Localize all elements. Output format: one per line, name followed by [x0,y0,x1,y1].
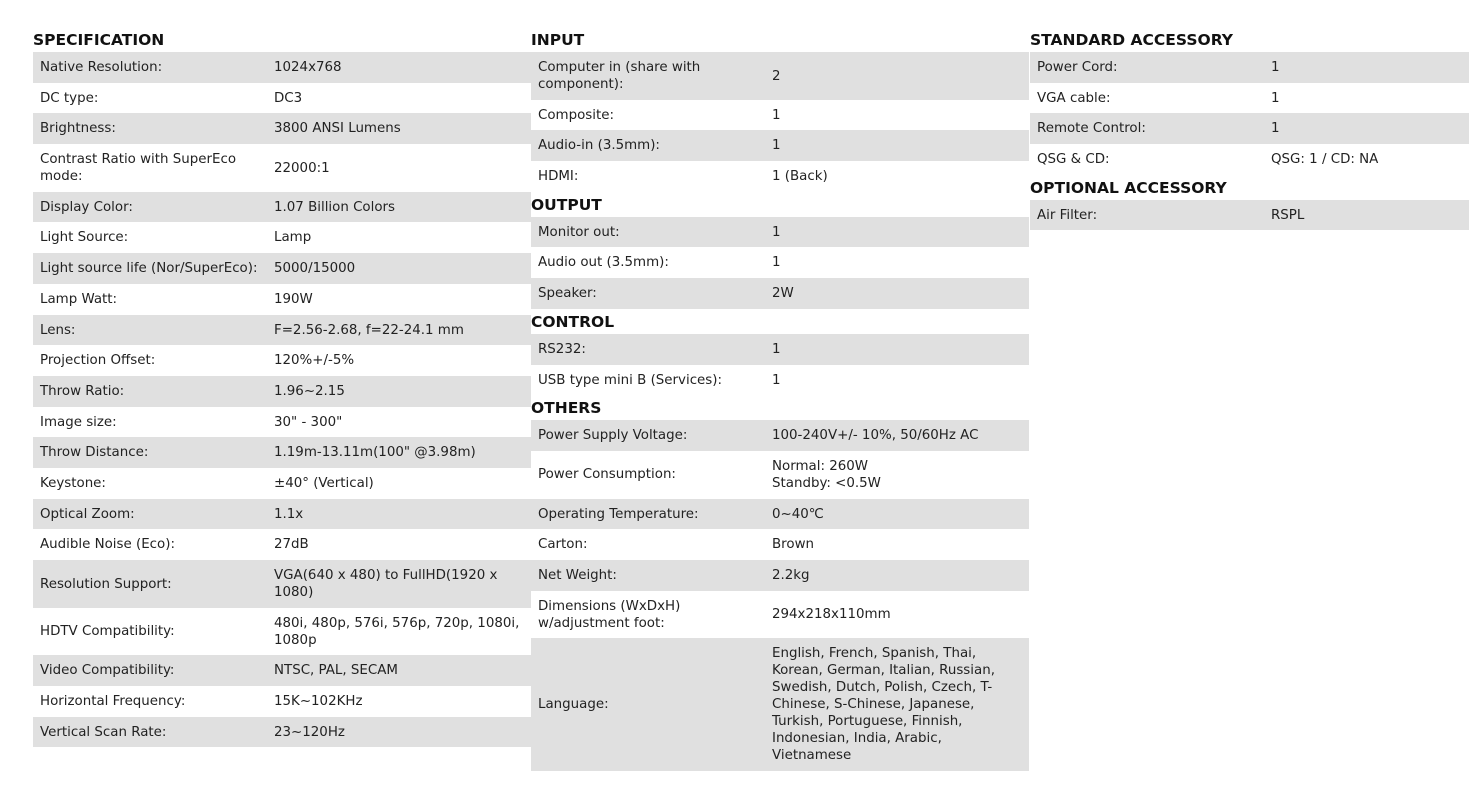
spec-label: Display Color: [33,192,267,223]
spec-row [33,284,531,315]
spec-label: Brightness: [33,113,267,144]
spec-label: Air Filter: [1030,200,1264,231]
spec-value: 3800 ANSI Lumens [267,113,531,144]
spec-table [531,52,1029,192]
spec-value: 2.2kg [765,560,1029,591]
spec-table [531,217,1029,309]
spec-value: 100-240V+/- 10%, 50/60Hz AC [765,420,1029,451]
spec-label: Audio out (3.5mm): [531,247,765,278]
spec-table [1030,200,1469,231]
spec-row [1030,83,1469,114]
spec-row [33,655,531,686]
spec-value: 1 [1264,52,1469,83]
spec-row [531,130,1029,161]
spec-value: 190W [267,284,531,315]
section-optional-accessory [1030,175,1469,231]
spec-value: Lamp [267,222,531,253]
spec-row [1030,52,1469,83]
spec-label: Contrast Ratio with SuperEco mode: [33,144,267,192]
spec-value: QSG: 1 / CD: NA [1264,144,1469,175]
spec-row [33,222,531,253]
spec-row [33,144,531,192]
spec-row [1030,113,1469,144]
spec-label: Video Compatibility: [33,655,267,686]
spec-label: Computer in (share with component): [531,52,765,100]
spec-label: Speaker: [531,278,765,309]
spec-label: Projection Offset: [33,345,267,376]
spec-value: 15K~102KHz [267,686,531,717]
spec-value: 1 [765,130,1029,161]
spec-value: 1.1x [267,499,531,530]
section-input [531,28,1029,192]
spec-row [531,100,1029,131]
spec-row [531,278,1029,309]
section-title: OPTIONAL ACCESSORY [1030,178,1227,197]
spec-value: 30" - 300" [267,407,531,438]
spec-row [1030,200,1469,231]
spec-label: Net Weight: [531,560,765,591]
spec-value: 0~40℃ [765,499,1029,530]
spec-row [531,161,1029,192]
spec-value: 5000/15000 [267,253,531,284]
spec-label: USB type mini B (Services): [531,365,765,396]
spec-value: 294x218x110mm [765,591,1029,639]
spec-label: DC type: [33,83,267,114]
spec-label: RS232: [531,334,765,365]
spec-label: Light Source: [33,222,267,253]
spec-row [33,608,531,656]
spec-label: Dimensions (WxDxH) w/adjustment foot: [531,591,765,639]
spec-label: Native Resolution: [33,52,267,83]
spec-row [33,315,531,346]
spec-label: Monitor out: [531,217,765,248]
spec-label: Horizontal Frequency: [33,686,267,717]
spec-column-3 [1030,28,1469,230]
spec-row [33,253,531,284]
spec-label: Lens: [33,315,267,346]
spec-label: Vertical Scan Rate: [33,717,267,748]
spec-value: 1 [765,217,1029,248]
spec-row [531,52,1029,100]
spec-label: Operating Temperature: [531,499,765,530]
spec-label: Power Supply Voltage: [531,420,765,451]
spec-row [33,52,531,83]
spec-label: HDMI: [531,161,765,192]
section-title: SPECIFICATION [33,31,165,49]
spec-value: ±40° (Vertical) [267,468,531,499]
spec-table [531,334,1029,395]
spec-row [531,420,1029,451]
spec-row [33,113,531,144]
spec-value: 1 [1264,113,1469,144]
spec-row [33,529,531,560]
spec-value: 1024x768 [267,52,531,83]
spec-row [531,591,1029,639]
section-title: STANDARD ACCESSORY [1030,31,1234,49]
spec-label: Power Cord: [1030,52,1264,83]
spec-column-2 [531,28,1029,771]
spec-row [531,560,1029,591]
spec-row [1030,144,1469,175]
section-output [531,192,1029,309]
spec-value: NTSC, PAL, SECAM [267,655,531,686]
spec-row [33,468,531,499]
spec-row [33,717,531,748]
spec-row [531,529,1029,560]
section-control [531,309,1029,395]
section-title: OUTPUT [531,195,602,214]
spec-value: 2 [765,52,1029,100]
spec-row [531,638,1029,771]
spec-row [33,407,531,438]
spec-row [531,247,1029,278]
spec-label: Language: [531,638,765,771]
spec-table [1030,52,1469,175]
spec-row [531,334,1029,365]
spec-value: 27dB [267,529,531,560]
spec-label: Throw Distance: [33,437,267,468]
spec-table [33,52,531,747]
section-specification [33,28,531,747]
spec-label: VGA cable: [1030,83,1264,114]
spec-value: 480i, 480p, 576i, 576p, 720p, 1080i, 1080p [267,608,531,656]
spec-value: 22000:1 [267,144,531,192]
spec-row [531,451,1029,499]
spec-label: Throw Ratio: [33,376,267,407]
spec-value: 1 [765,100,1029,131]
section-standard-accessory [1030,28,1469,175]
spec-label: Lamp Watt: [33,284,267,315]
spec-value: 1.19m-13.11m(100" @3.98m) [267,437,531,468]
spec-label: Composite: [531,100,765,131]
spec-row [33,499,531,530]
section-title: INPUT [531,31,585,49]
spec-value: 1 (Back) [765,161,1029,192]
spec-value: F=2.56-2.68, f=22-24.1 mm [267,315,531,346]
spec-row [33,376,531,407]
spec-value: 1 [765,334,1029,365]
spec-value: 120%+/-5% [267,345,531,376]
spec-value: Normal: 260W Standby: <0.5W [765,451,1029,499]
spec-value: 2W [765,278,1029,309]
spec-label: Remote Control: [1030,113,1264,144]
spec-row [33,83,531,114]
spec-row [33,560,531,608]
spec-value: VGA(640 x 480) to FullHD(1920 x 1080) [267,560,531,608]
spec-value: Brown [765,529,1029,560]
spec-row [33,437,531,468]
spec-label: Image size: [33,407,267,438]
spec-value: RSPL [1264,200,1469,231]
spec-value: 1 [765,247,1029,278]
spec-value: 1.07 Billion Colors [267,192,531,223]
spec-label: Resolution Support: [33,560,267,608]
spec-value: English, French, Spanish, Thai, Korean, German, Italian, Russian, Swedish, Dutch, Polish, Czech, T-Chinese, S-Chinese, Japanese, Turkish, Portuguese, Finnish, Indonesian, India, Arabic, Vietnamese [765,638,1029,771]
spec-value: 1 [765,365,1029,396]
spec-label: Carton: [531,529,765,560]
spec-value: 1 [1264,83,1469,114]
spec-row [33,345,531,376]
spec-label: Light source life (Nor/SuperEco): [33,253,267,284]
spec-row [531,499,1029,530]
spec-row [531,365,1029,396]
spec-value: DC3 [267,83,531,114]
section-others [531,395,1029,771]
spec-row [33,192,531,223]
spec-label: QSG & CD: [1030,144,1264,175]
spec-row [531,217,1029,248]
spec-label: Keystone: [33,468,267,499]
section-title: CONTROL [531,312,615,331]
spec-label: Audio-in (3.5mm): [531,130,765,161]
spec-label: Optical Zoom: [33,499,267,530]
spec-table [531,420,1029,771]
spec-label: Power Consumption: [531,451,765,499]
spec-label: Audible Noise (Eco): [33,529,267,560]
spec-label: HDTV Compatibility: [33,608,267,656]
spec-row [33,686,531,717]
section-title: OTHERS [531,399,602,418]
spec-column-1 [33,28,531,747]
spec-value: 1.96~2.15 [267,376,531,407]
spec-value: 23~120Hz [267,717,531,748]
